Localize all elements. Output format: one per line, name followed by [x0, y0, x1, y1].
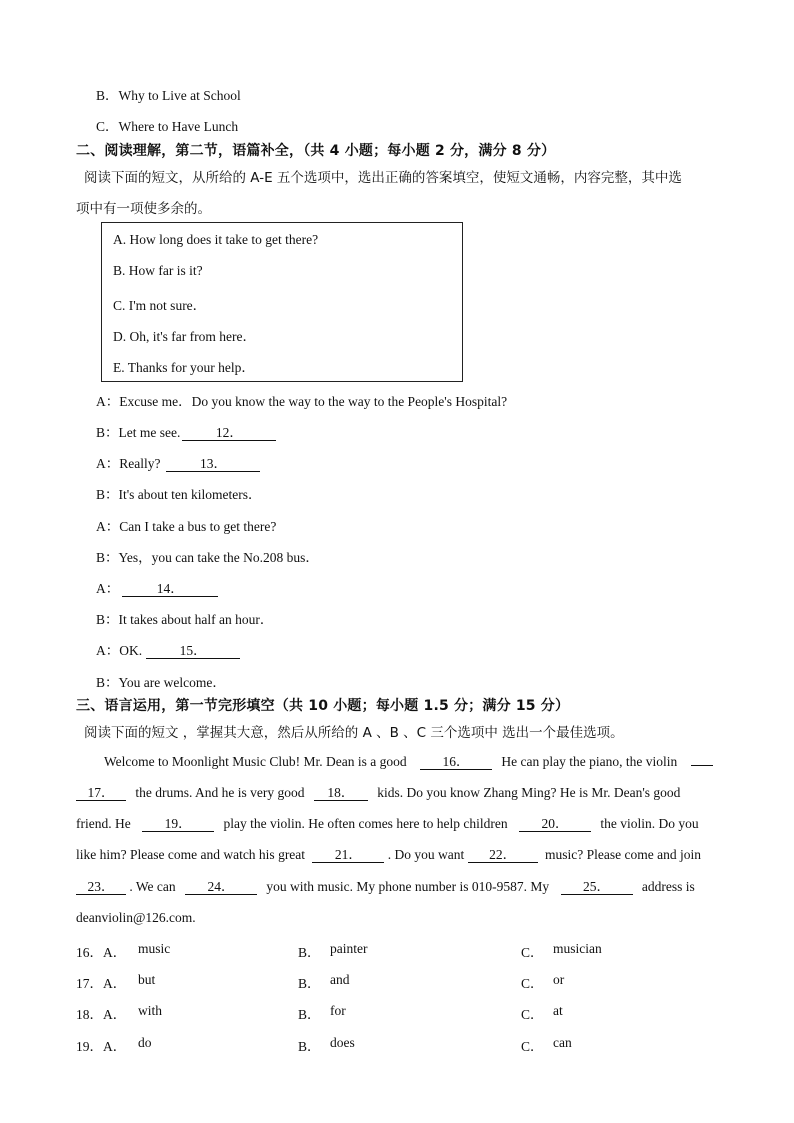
section2-instruction-2: 项中有一项使多余的。 [76, 201, 211, 217]
passage-text: . Do you want [387, 847, 465, 862]
section3-heading: 三、语言运用，第一节完形填空（共 10 小题；每小题 1.5 分；满分 15 分） [76, 698, 570, 714]
option-c[interactable]: or [553, 972, 565, 987]
box-option-d: D. Oh, it's far from here． [113, 329, 257, 344]
passage-line-4 [76, 847, 746, 863]
dialogue-line-10: B：You are welcome． [96, 675, 226, 690]
option-a[interactable]: but [138, 972, 156, 987]
dialogue-text: A： [96, 581, 120, 596]
passage-text: the drums. And he is very good [135, 785, 305, 800]
option-c-label: C． [521, 1039, 544, 1054]
blank-23[interactable]: 23． [76, 879, 126, 895]
passage-text: music? Please come and join [545, 847, 702, 862]
passage-line-6: deanviolin@126.com. [76, 910, 196, 925]
passage-text: He can play the piano, the violin [501, 754, 678, 769]
dialogue-line-2 [96, 421, 276, 441]
blank-17[interactable]: 17． [76, 785, 126, 801]
dialogue-text: B：Let me see. [96, 425, 181, 440]
passage-text: . We can [129, 879, 176, 894]
blank-12[interactable]: 12． [182, 425, 276, 441]
section3-instruction: 阅读下面的短文 ，掌握其大意，然后从所给的 A 、B 、C 三个选项中 选出一个最佳选项。 [84, 725, 624, 741]
option-c-label: C． [521, 976, 544, 991]
box-option-b: B. How far is it? [113, 263, 203, 278]
dialogue-line-3 [96, 452, 260, 472]
passage-text: friend. He [76, 816, 131, 831]
blank-24[interactable]: 24． [185, 879, 257, 895]
blank-22[interactable]: 22． [468, 847, 538, 863]
passage-line-1 [76, 754, 746, 770]
dialogue-text: A：Really? [96, 456, 161, 471]
passage-text: play the violin. He often comes here to help children [223, 816, 508, 831]
dialogue-line-4: B：It's about ten kilometers． [96, 487, 262, 502]
dialogue-line-5: A：Can I take a bus to get there? [96, 519, 277, 534]
dialogue-line-9 [96, 639, 240, 659]
passage-text: address is [641, 879, 695, 894]
option-b[interactable]: painter [330, 941, 368, 956]
blank-25[interactable]: 25． [561, 879, 633, 895]
option-c-label: C． [521, 1007, 544, 1022]
blank-20[interactable]: 20． [519, 816, 591, 832]
question-number: 16．A． [76, 945, 127, 960]
blank-13[interactable]: 13． [166, 456, 260, 472]
blank-18[interactable]: 18． [314, 785, 368, 801]
box-option-a: A. How long does it take to get there? [113, 232, 319, 247]
question-number: 18．A． [76, 1007, 127, 1022]
box-option-c: C. I'm not sure． [113, 298, 207, 313]
option-c[interactable]: at [553, 1003, 563, 1018]
option-b[interactable]: does [330, 1035, 355, 1050]
passage-line-2 [76, 785, 746, 801]
passage-line-3 [76, 816, 746, 832]
passage-text: you with music. My phone number is 010-9587. My [266, 879, 550, 894]
passage-text: Welcome to Moonlight Music Club! Mr. Dean is a good [104, 754, 407, 769]
option-b[interactable]: for [330, 1003, 346, 1018]
section2-instruction-1: 阅读下面的短文，从所给的 A-E 五个选项中，选出正确的答案填空，使短文通畅，内容完整，其中选 [84, 170, 682, 186]
option-c[interactable]: musician [553, 941, 602, 956]
dialogue-line-6: B：Yes，you can take the No.208 bus． [96, 550, 319, 565]
option-b-label: B． [298, 1007, 321, 1022]
option-c-label: C． [521, 945, 544, 960]
blank-17-start[interactable] [691, 765, 713, 766]
option-a[interactable]: music [138, 941, 171, 956]
dialogue-line-1: A：Excuse me．Do you know the way to the way to the People's Hospital? [96, 394, 508, 409]
passage-text: like him? Please come and watch his great [76, 847, 306, 862]
option-a[interactable]: do [138, 1035, 152, 1050]
box-option-e: E. Thanks for your help． [113, 360, 255, 375]
option-b[interactable]: and [330, 972, 350, 987]
blank-19[interactable]: 19． [142, 816, 214, 832]
dialogue-line-7 [96, 577, 218, 597]
question-number: 19．A． [76, 1039, 127, 1054]
dialogue-text: A：OK. [96, 643, 143, 658]
option-b-label: B． [298, 945, 321, 960]
blank-16[interactable]: 16． [420, 754, 492, 770]
blank-14[interactable]: 14． [122, 581, 218, 597]
blank-21[interactable]: 21． [312, 847, 384, 863]
option-a[interactable]: with [138, 1003, 163, 1018]
option-b-line: B．Why to Live at School [96, 88, 241, 103]
blank-15[interactable]: 15． [146, 643, 240, 659]
dialogue-line-8: B：It takes about half an hour． [96, 612, 274, 627]
passage-line-5 [76, 879, 746, 895]
option-b-label: B． [298, 1039, 321, 1054]
section2-heading: 二、阅读理解，第二节，语篇补全，（共 4 小题；每小题 2 分，满分 8 分） [76, 143, 556, 159]
passage-text: the violin. Do you [600, 816, 699, 831]
option-b-label: B． [298, 976, 321, 991]
option-c-line: C．Where to Have Lunch [96, 119, 239, 134]
passage-text: kids. Do you know Zhang Ming? He is Mr. Dean's good [377, 785, 681, 800]
question-number: 17．A． [76, 976, 127, 991]
option-c[interactable]: can [553, 1035, 572, 1050]
